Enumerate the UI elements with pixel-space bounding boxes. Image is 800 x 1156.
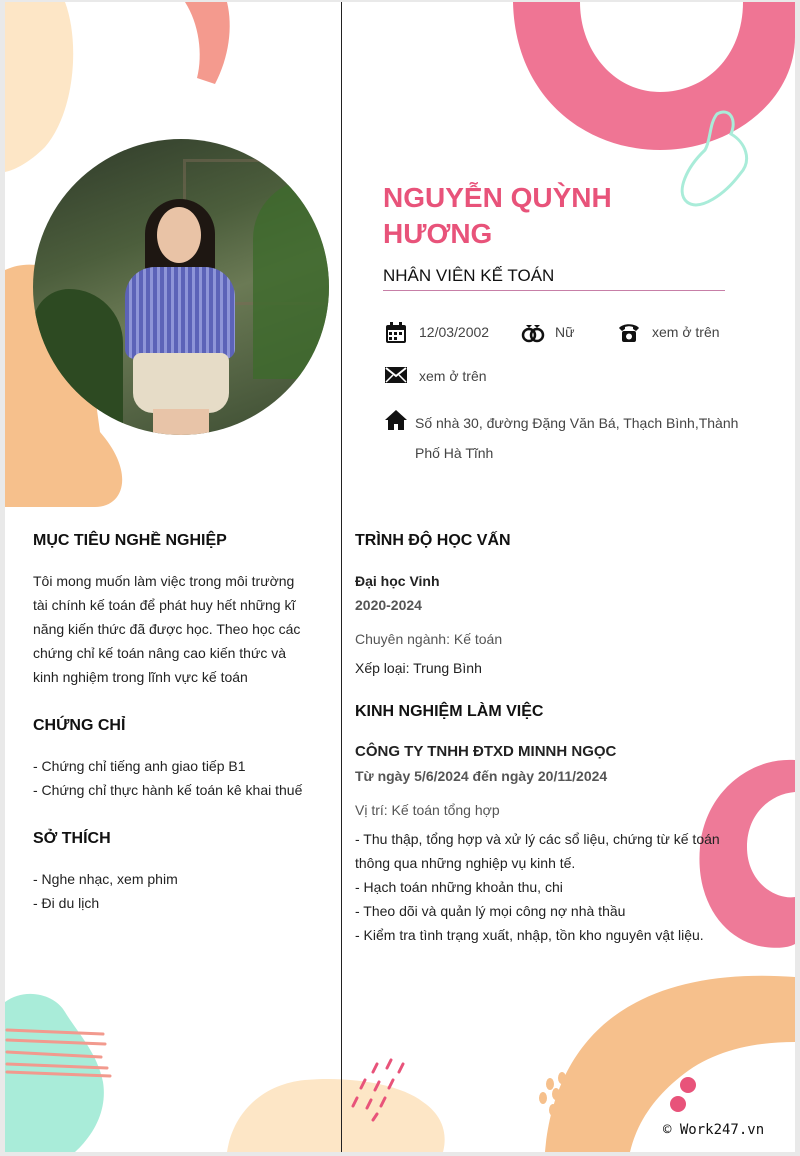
home-icon bbox=[385, 410, 407, 430]
hobbies-heading: SỞ THÍCH bbox=[33, 830, 111, 847]
duty-item: - Hạch toán những khoản thu, chi bbox=[355, 879, 563, 895]
duty-item: - Thu thập, tổng hợp và xử lý các sổ liệu, chứng từ kế toán bbox=[355, 831, 720, 847]
objective-line: Tôi mong muốn làm việc trong môi trường bbox=[33, 573, 295, 589]
certificates-list bbox=[33, 754, 302, 802]
address-line-2: Phố Hà Tĩnh bbox=[415, 445, 494, 461]
certificate-item: - Chứng chỉ thực hành kế toán kê khai thuế bbox=[33, 782, 303, 798]
profile-photo bbox=[33, 139, 329, 435]
education-years: 2020-2024 bbox=[355, 597, 422, 613]
experience-position: Vị trí: Kế toán tổng hợp bbox=[355, 802, 500, 818]
rings-icon bbox=[521, 322, 545, 344]
pink-arch-top-right bbox=[513, 2, 795, 150]
hobby-item: - Nghe nhạc, xem phim bbox=[33, 871, 178, 887]
certificate-item: - Chứng chỉ tiếng anh giao tiếp B1 bbox=[33, 758, 246, 774]
gender-value: Nữ bbox=[555, 324, 575, 340]
objective-line: tài chính kế toán để phát huy hết những kĩ bbox=[33, 597, 296, 613]
duty-item: - Kiểm tra tình trạng xuất, nhập, tồn kho nguyên vật liệu. bbox=[355, 927, 704, 943]
email-value: xem ở trên bbox=[419, 368, 487, 384]
objective-line: chứng chỉ kế toán nâng cao kiến thức và bbox=[33, 645, 287, 661]
duty-item: thông qua những nghiệp vụ kinh tế. bbox=[355, 855, 576, 871]
address-info bbox=[385, 408, 755, 468]
objective-heading: MỤC TIÊU NGHỀ NGHIỆP bbox=[33, 532, 227, 549]
job-title: NHÂN VIÊN KẾ TOÁN bbox=[383, 266, 725, 291]
education-heading: TRÌNH ĐỘ HỌC VẤN bbox=[355, 532, 511, 549]
phone-value: xem ở trên bbox=[652, 324, 720, 340]
experience-period: Từ ngày 5/6/2024 đến ngày 20/11/2024 bbox=[355, 768, 608, 784]
birthday-value: 12/03/2002 bbox=[419, 324, 490, 340]
address-line-1: Số nhà 30, đường Đặng Văn Bá, Thạch Bình,Thành bbox=[415, 415, 739, 431]
experience-heading: KINH NGHIỆM LÀM VIỆC bbox=[355, 703, 544, 720]
hobby-item: - Đi du lịch bbox=[33, 895, 100, 911]
watermark: © Work247.vn bbox=[663, 1122, 765, 1138]
objective-text bbox=[33, 569, 300, 689]
education-school: Đại học Vinh bbox=[355, 573, 440, 589]
candidate-name bbox=[383, 180, 743, 252]
salmon-stroke-top bbox=[185, 2, 230, 84]
name-line-1: NGUYỄN QUỲNH bbox=[383, 182, 612, 213]
column-divider bbox=[341, 2, 342, 1152]
cream-blob-top-left bbox=[5, 2, 73, 172]
cream-blob-bottom bbox=[227, 1079, 445, 1152]
pink-dot-1 bbox=[680, 1077, 696, 1093]
hobbies-list bbox=[33, 867, 178, 915]
education-grade: Xếp loại: Trung Bình bbox=[355, 660, 482, 676]
cv-page bbox=[5, 2, 795, 1152]
phone-icon bbox=[618, 322, 640, 344]
duty-item: - Theo dõi và quản lý mọi công nợ nhà thầu bbox=[355, 903, 626, 919]
experience-company: CÔNG TY TNHH ĐTXD MINNH NGỌC bbox=[355, 743, 617, 760]
calendar-icon bbox=[385, 322, 407, 344]
envelope-icon bbox=[385, 366, 407, 384]
objective-line: kinh nghiệm trong lĩnh vực kế toán bbox=[33, 669, 248, 685]
education-major: Chuyên ngành: Kế toán bbox=[355, 631, 503, 647]
objective-line: năng kiến thức đã được học. Theo học các bbox=[33, 621, 301, 637]
experience-duties bbox=[355, 827, 720, 947]
pink-dot-2 bbox=[670, 1096, 686, 1112]
certificates-heading: CHỨNG CHỈ bbox=[33, 717, 126, 734]
name-line-2: HƯƠNG bbox=[383, 218, 493, 249]
